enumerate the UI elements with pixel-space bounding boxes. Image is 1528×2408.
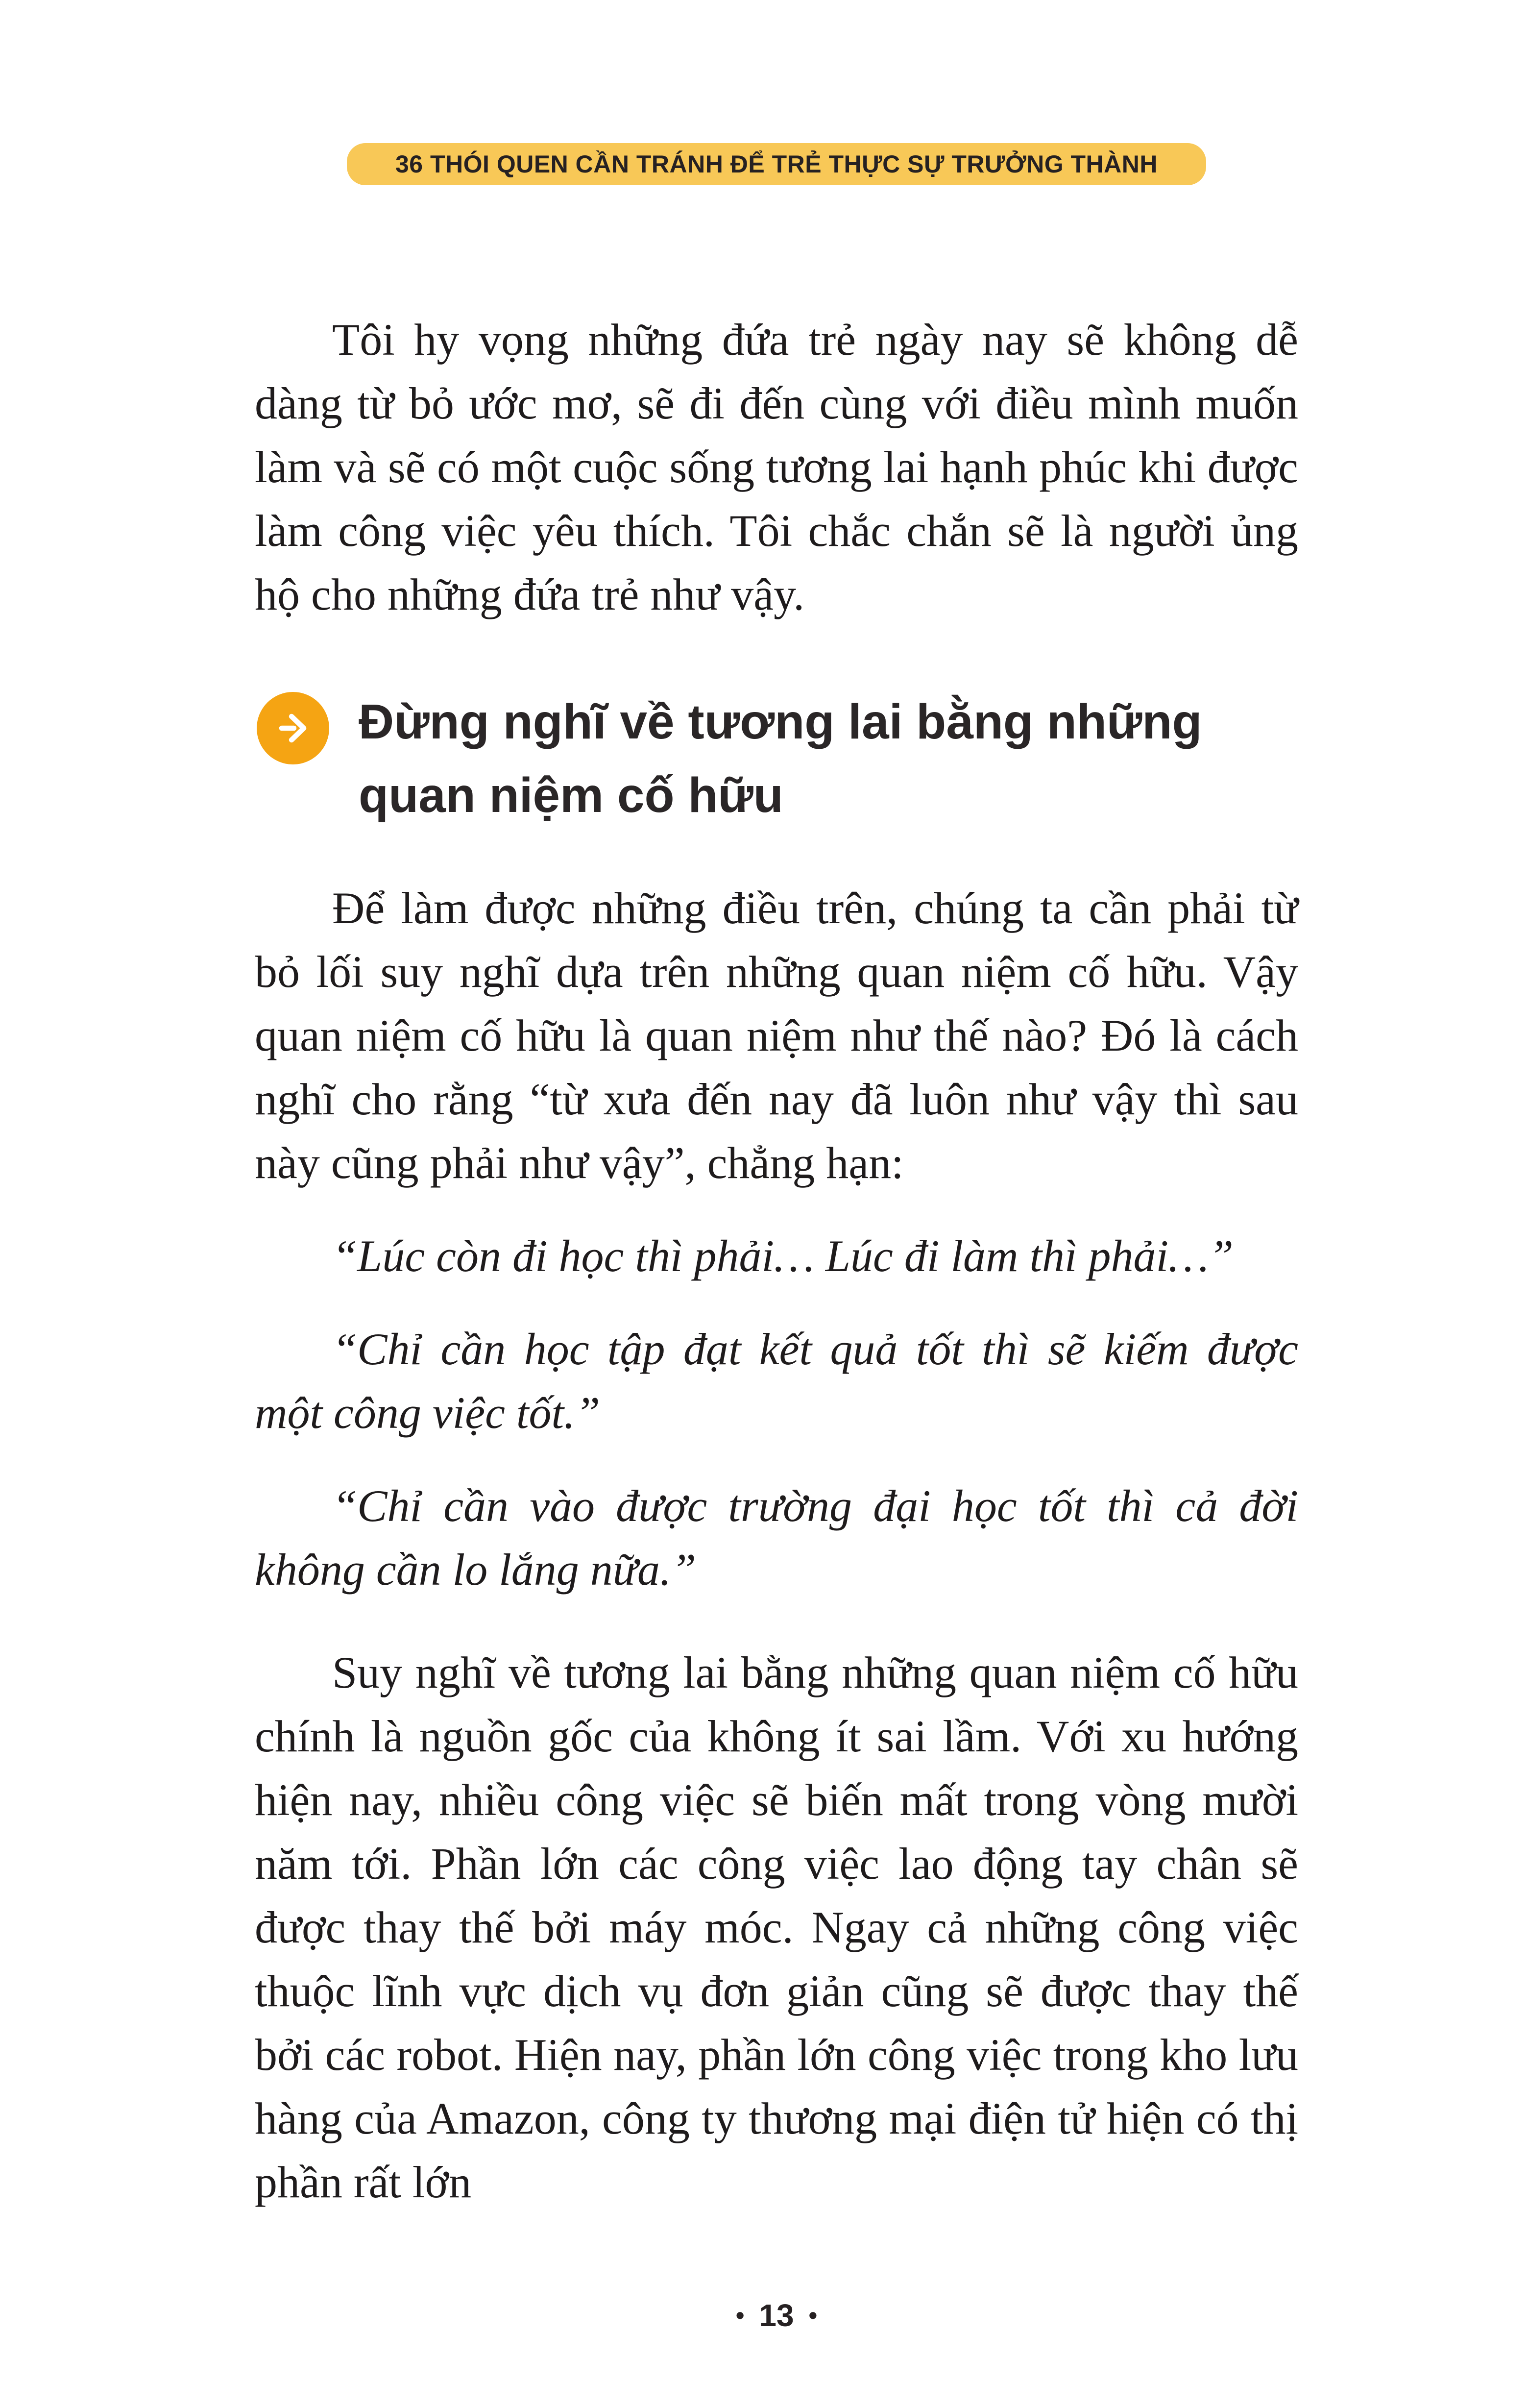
quote-1: “Lúc còn đi học thì phải… Lúc đi làm thì phải…” [332,1231,1234,1281]
chapter-banner [347,143,1206,185]
section-heading: Đừng nghĩ về tương lai bằng những quan niệm cố hữu [359,694,1202,823]
page-footer [255,2297,1298,2334]
section-heading-block [255,685,1298,832]
footer-dot-left: • [735,2302,745,2329]
paragraph-3: Suy nghĩ về tương lai bằng những quan niệm cố hữu chính là nguồn gốc của không ít sai lầm. Với xu hướng hiện nay, nhiều công việc sẽ biến mất trong vòng mười năm tới. Phần lớn các công việc lao động tay chân sẽ được thay thế bởi máy móc. Ngay cả những công việc thuộc lĩnh vực dịch vụ đơn giản cũng sẽ được thay thế bởi các robot. Hiện nay, phần lớn công việc trong kho lưu hàng của Amazon, công ty thương mại điện tử hiện có thị phần rất lớn [255,1647,1298,2207]
chapter-banner-title: 36 THÓI QUEN CẦN TRÁNH ĐỂ TRẺ THỰC SỰ TRƯỞNG THÀNH [395,150,1158,178]
paragraph-2: Để làm được những điều trên, chúng ta cần phải từ bỏ lối suy nghĩ dựa trên những quan niệm cố hữu. Vậy quan niệm cố hữu là quan niệm như thế nào? Đó là cách nghĩ cho rằng “từ xưa đến nay đã luôn như vậy thì sau này cũng phải như vậy”, chẳng hạn: [255,883,1298,1188]
footer-dot-right: • [808,2302,818,2329]
arrow-right-icon [257,692,329,764]
paragraph-1: Tôi hy vọng những đứa trẻ ngày nay sẽ không dễ dàng từ bỏ ước mơ, sẽ đi đến cùng với điều mình muốn làm và sẽ có một cuộc sống tương lai hạnh phúc khi được làm công việc yêu thích. Tôi chắc chắn sẽ là người ủng hộ cho những đứa trẻ như vậy. [255,315,1298,619]
quote-3: “Chỉ cần vào được trường đại học tốt thì cả đời không cần lo lắng nữa.” [255,1481,1298,1595]
page-number: 13 [759,2298,794,2333]
quote-2: “Chỉ cần học tập đạt kết quả tốt thì sẽ kiếm được một công việc tốt.” [255,1324,1298,1438]
